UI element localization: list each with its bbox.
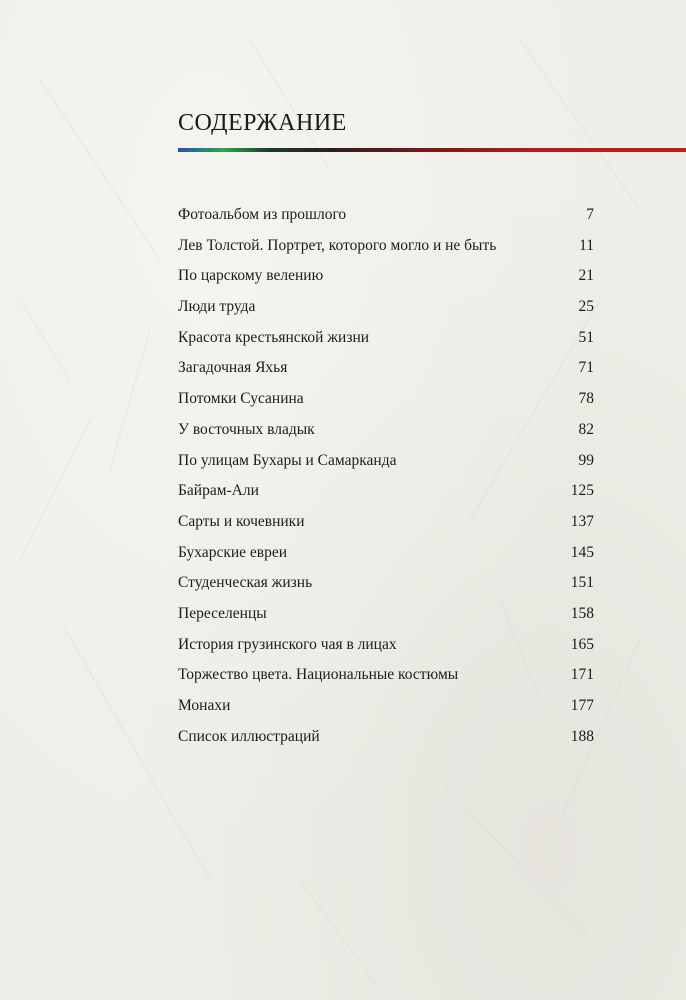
toc-entry — [178, 446, 594, 477]
toc-entry — [178, 353, 594, 384]
toc-entry — [178, 660, 594, 691]
toc-entry-title: Монахи — [178, 697, 231, 714]
toc-entry — [178, 231, 594, 262]
toc-entry — [178, 507, 594, 538]
toc-entry — [178, 476, 594, 507]
toc-entry-title: Бухарские евреи — [178, 543, 288, 561]
toc-entry-page-number: 99 — [578, 451, 594, 469]
toc-entry-page-number: 78 — [578, 390, 594, 408]
toc-entry-page-number: 188 — [570, 727, 594, 745]
toc-entry — [178, 691, 594, 722]
toc-entry — [178, 538, 594, 569]
toc-entry-page-number: 151 — [570, 574, 594, 592]
toc-entry-title: История грузинского чая в лицах — [178, 635, 397, 653]
toc-entry-title: Байрам-Али — [178, 482, 259, 500]
toc-entry-page-number: 125 — [570, 482, 594, 500]
toc-entry — [178, 599, 594, 630]
toc-entry-title: Красота крестьянской жизни — [178, 328, 370, 346]
toc-entry-page-number: 165 — [570, 635, 594, 653]
toc-entry-title: По улицам Бухары и Самарканда — [178, 451, 397, 469]
toc-entry — [178, 630, 594, 661]
toc-entry-title: Переселенцы — [178, 604, 267, 622]
toc-entry-title: Сарты и кочевники — [178, 512, 305, 530]
toc-entry-title: Студенческая жизнь — [178, 574, 313, 592]
toc-entry — [178, 323, 594, 354]
toc-entry — [178, 292, 594, 323]
toc-entry-title: Список иллюстраций — [178, 727, 320, 745]
toc-entry-page-number: 177 — [570, 697, 594, 714]
toc-entry — [178, 568, 594, 599]
toc-entry-title: Люди труда — [178, 298, 256, 316]
toc-entry-page-number: 21 — [578, 267, 594, 285]
toc-entry-page-number: 11 — [579, 236, 594, 254]
toc-entry-title: По царскому велению — [178, 267, 324, 285]
table-of-contents — [178, 200, 594, 752]
toc-entry-title: У восточных владык — [178, 420, 315, 438]
toc-entry-page-number: 82 — [578, 420, 594, 438]
toc-entry-page-number: 51 — [578, 328, 594, 346]
toc-entry-title: Фотоальбом из прошлого — [178, 206, 347, 223]
toc-entry — [178, 722, 594, 753]
toc-entry-page-number: 7 — [586, 206, 594, 223]
toc-entry-page-number: 71 — [578, 359, 594, 377]
toc-entry-title: Торжество цвета. Национальные костюмы — [178, 666, 459, 684]
toc-entry-page-number: 171 — [570, 666, 594, 684]
toc-entry — [178, 384, 594, 415]
toc-entry-page-number: 137 — [570, 512, 594, 530]
toc-entry-page-number: 145 — [570, 543, 594, 561]
toc-entry-title: Потомки Сусанина — [178, 390, 304, 408]
toc-entry — [178, 200, 594, 231]
toc-entry-page-number: 25 — [578, 298, 594, 316]
title-underline — [178, 148, 686, 152]
toc-entry-title: Лев Толстой. Портрет, которого могло и не быть — [178, 236, 497, 254]
toc-entry — [178, 415, 594, 446]
page-title: СОДЕРЖАНИЕ — [178, 110, 347, 136]
toc-entry-page-number: 158 — [570, 604, 594, 622]
toc-entry — [178, 261, 594, 292]
toc-entry-title: Загадочная Яхья — [178, 359, 288, 377]
